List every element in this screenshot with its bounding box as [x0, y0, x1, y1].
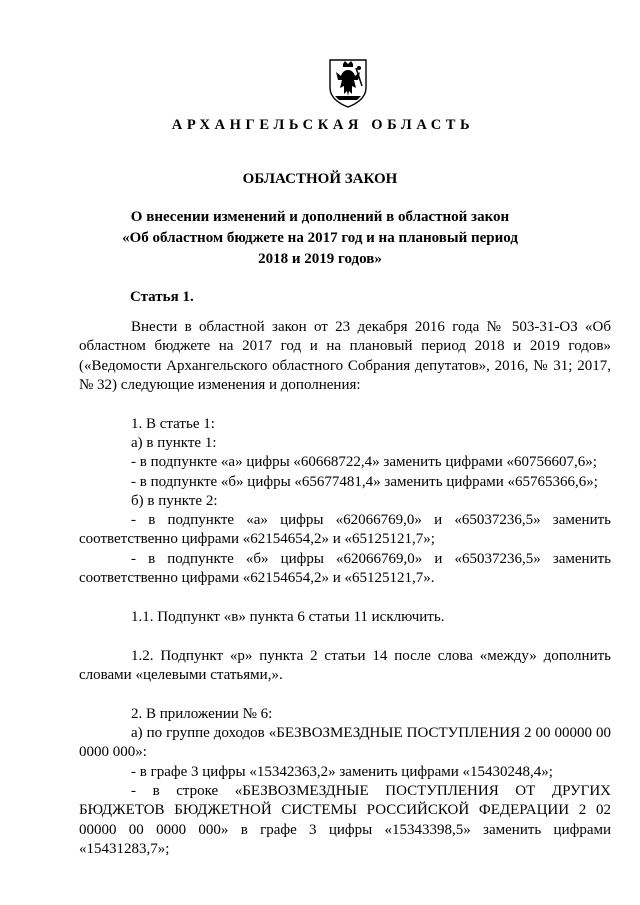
law-title-line: 2018 и 2019 годов» — [258, 251, 382, 267]
item-1-2: 1.2. Подпункт «р» пункта 2 статьи 14 после слова «между» дополнить словами «целевыми статьями,». — [79, 647, 611, 683]
intro-paragraph: Внести в областной закон от 23 декабря 2016 года № 503-31-ОЗ «Об областном бюджете на 2017 год и на плановый период 2018 и 2019 годов» («Ведомости Архангельского областного Собрания депутатов», 2016, № 31; 2017, № 32) следующие изменения и дополнения: — [79, 319, 611, 393]
item-1-a-line: - в подпункте «б» цифры «65677481,4» заменить цифрами «65765366,6»; — [131, 473, 598, 490]
item-1-b-heading: б) в пункте 2: — [131, 492, 218, 509]
law-type: ОБЛАСТНОЙ ЗАКОН — [242, 171, 398, 187]
item-1-b-line: - в подпункте «а» цифры «62066769,0» и «65037236,5» заменить — [131, 512, 611, 529]
item-1-heading: 1. В статье 1: — [131, 415, 215, 432]
coat-of-arms-icon — [326, 58, 370, 108]
item-2-line: - в графе 3 цифры «15342363,2» заменить цифрами «15430248,4»; — [131, 763, 553, 780]
article-heading: Статья 1. — [130, 289, 194, 305]
item-1-b-line: - в подпункте «б» цифры «62066769,0» и «65037236,5» заменить — [131, 550, 611, 567]
item-1-1: 1.1. Подпункт «в» пункта 6 статьи 11 исключить. — [131, 608, 445, 625]
law-title-line: «Об областном бюджете на 2017 год и на плановый период — [122, 230, 518, 246]
item-2-a: а) по группе доходов «БЕЗВОЗМЕЗДНЫЕ ПОСТУПЛЕНИЯ 2 00 00000 00 0000 000»: — [79, 725, 611, 761]
item-2-heading: 2. В приложении № 6: — [131, 705, 273, 722]
item-1-b-line-cont: соответственно цифрами «62154654,2» и «65125121,7». — [79, 570, 435, 587]
item-2 — [79, 705, 611, 859]
law-title-line: О внесении изменений и дополнений в областной закон — [130, 209, 510, 225]
item-1-a-heading: а) в пункте 1: — [131, 434, 217, 451]
article-body — [79, 318, 611, 859]
item-2-line: - в строке «БЕЗВОЗМЕЗДНЫЕ ПОСТУПЛЕНИЯ ОТ ДРУГИХ БЮДЖЕТОВ БЮДЖЕТНОЙ СИСТЕМЫ РОССИЙСКОЙ ФЕДЕРАЦИИ 2 02 00000 00 0000 000» в графе 3 цифры «15343398,5» заменить цифрами «15431283,7»; — [79, 782, 611, 857]
item-1-a-line: - в подпункте «а» цифры «60668722,4» заменить цифрами «60756607,6»; — [131, 454, 597, 471]
item-1-b-line-cont: соответственно цифрами «62154654,2» и «65125121,7»; — [79, 531, 435, 548]
law-title — [0, 207, 640, 270]
item-1 — [79, 415, 611, 589]
region-name: АРХАНГЕЛЬСКАЯ ОБЛАСТЬ — [171, 117, 475, 133]
